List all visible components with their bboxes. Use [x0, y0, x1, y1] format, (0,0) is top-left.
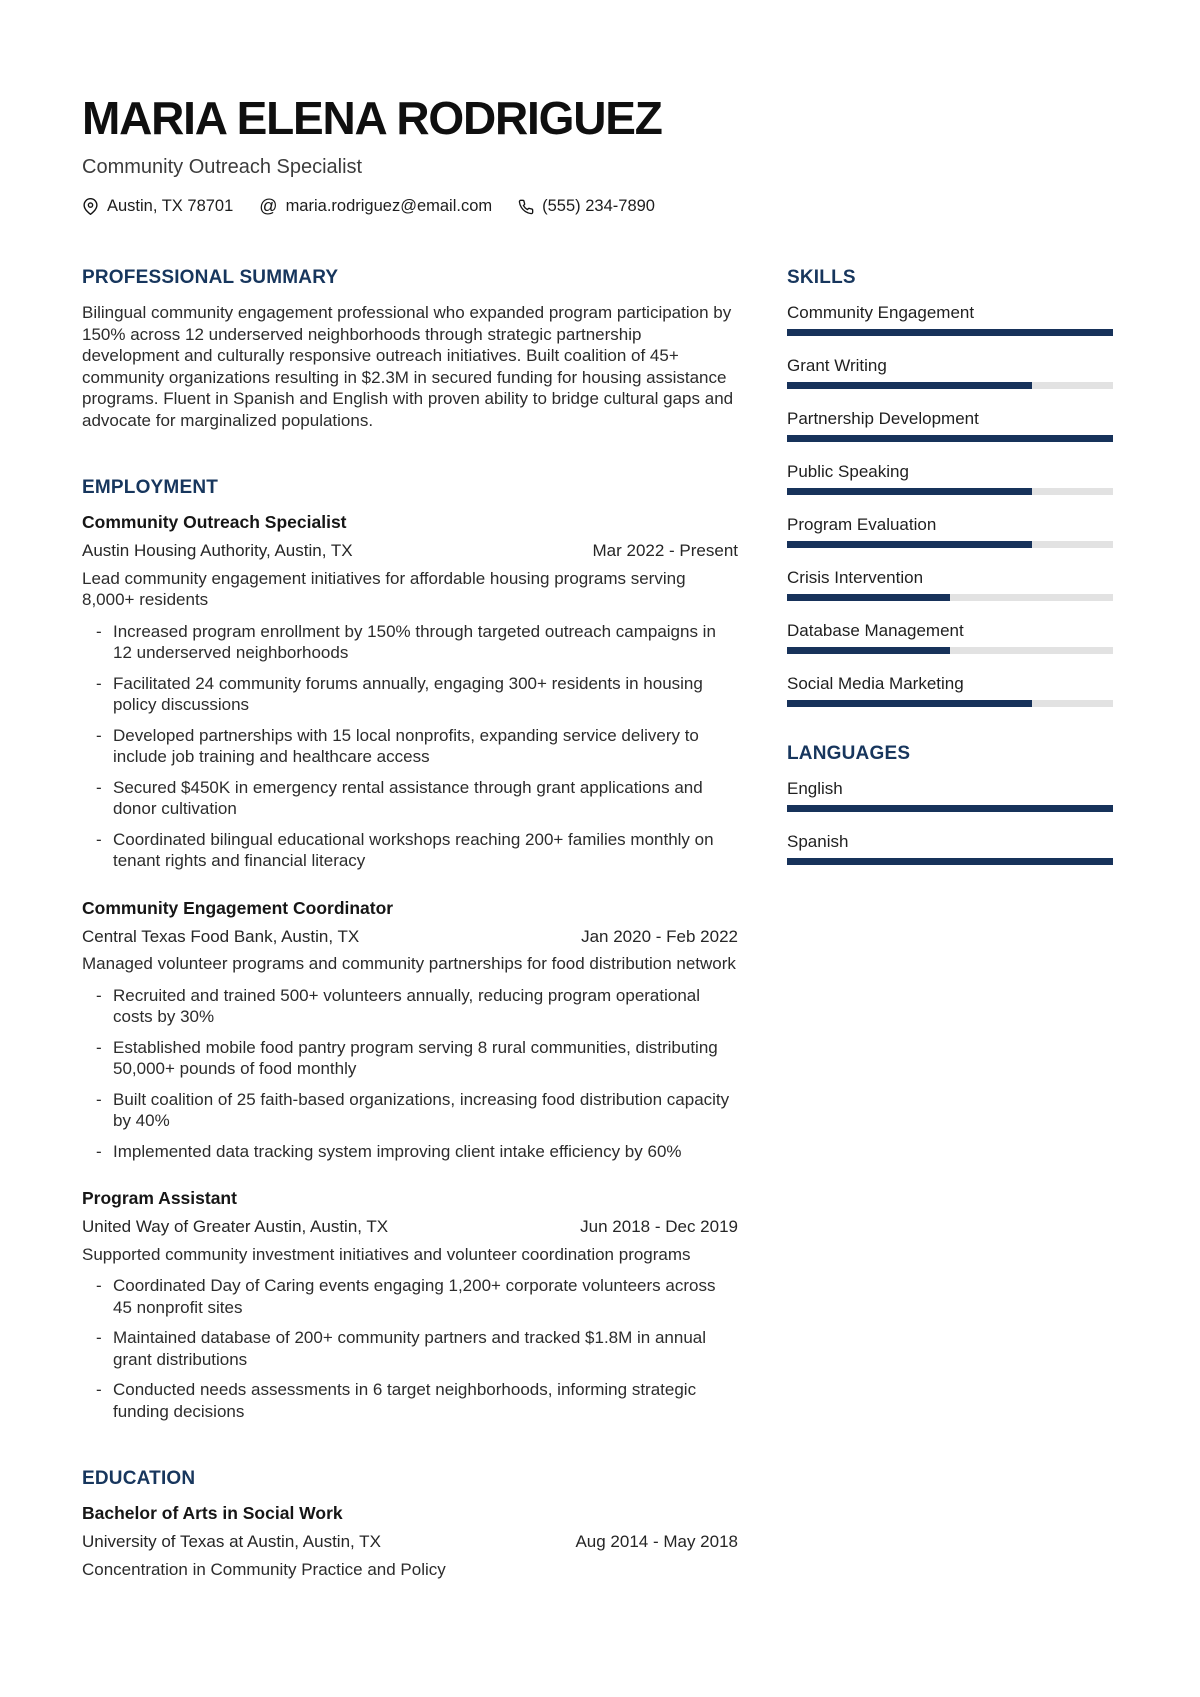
rated-item — [787, 620, 1113, 654]
rating-bar-track — [787, 329, 1113, 336]
person-headline: Community Outreach Specialist — [82, 156, 363, 178]
bullet-text: Conducted needs assessments in 6 target neighborhoods, informing strategic funding decisions — [113, 1380, 697, 1421]
education-note: Concentration in Community Practice and Policy — [82, 1559, 446, 1579]
rated-item-label: Program Evaluation — [787, 515, 937, 534]
rating-bar-fill — [787, 382, 1032, 389]
job-company: Central Texas Food Bank, Austin, TX — [82, 926, 360, 946]
education-school: University of Texas at Austin, Austin, TX — [82, 1532, 381, 1551]
sidebar-column — [787, 267, 1113, 884]
rated-item-label: Social Media Marketing — [787, 674, 964, 693]
rating-bar-fill — [787, 805, 1113, 812]
rating-bar-fill — [787, 594, 950, 601]
rating-bar-track — [787, 435, 1113, 442]
contact-email-text: maria.rodriguez@email.com — [285, 197, 493, 215]
job-title: Community Outreach Specialist — [82, 512, 347, 532]
rated-item-label: Database Management — [787, 621, 964, 640]
job-bullets — [82, 985, 738, 1163]
rating-bar-fill — [787, 858, 1113, 865]
bullet-text: Secured $450K in emergency rental assistance through grant applications and donor cultivation — [113, 777, 703, 818]
rated-item — [787, 778, 1113, 812]
rating-bar-track — [787, 700, 1113, 707]
bullet-text: Implemented data tracking system improving client intake efficiency by 60% — [113, 1141, 682, 1161]
rated-item — [787, 302, 1113, 336]
rating-bar-fill — [787, 541, 1032, 548]
rated-item — [787, 408, 1113, 442]
bullet-item — [82, 777, 738, 820]
job-meta-row — [82, 540, 738, 562]
summary-heading: PROFESSIONAL SUMMARY — [82, 267, 339, 288]
bullet-text: Coordinated Day of Caring events engaging 1,200+ corporate volunteers across 45 nonprofit sites — [113, 1276, 716, 1317]
job-meta-row — [82, 926, 738, 948]
employment-heading: EMPLOYMENT — [82, 477, 219, 498]
rated-item — [787, 831, 1113, 865]
contact-item-email — [259, 196, 492, 217]
job-entry — [82, 1188, 738, 1422]
job-title: Community Engagement Coordinator — [82, 897, 394, 918]
rated-item — [787, 355, 1113, 389]
rated-item-label: Partnership Development — [787, 409, 979, 428]
rating-bar-fill — [787, 700, 1032, 707]
bullet-item — [82, 1275, 738, 1318]
rated-item — [787, 514, 1113, 548]
rating-bar-track — [787, 488, 1113, 495]
bullet-text: Built coalition of 25 faith-based organizations, increasing food distribution capacity by 40% — [113, 1089, 730, 1130]
bullet-text: Facilitated 24 community forums annually, engaging 300+ residents in housing policy discussions — [113, 673, 703, 714]
rating-bar-fill — [787, 488, 1032, 495]
contact-item-location — [82, 197, 233, 216]
job-entry — [82, 512, 738, 872]
bullet-item — [82, 1141, 738, 1163]
contact-item-phone — [518, 197, 655, 216]
job-description: Supported community investment initiatives and volunteer coordination programs — [82, 1244, 691, 1264]
languages-list — [787, 778, 1113, 865]
bullet-text: Maintained database of 200+ community partners and tracked $1.8M in annual grant distributions — [113, 1328, 707, 1369]
job-bullets — [82, 1275, 738, 1422]
rated-item-label: Public Speaking — [787, 462, 909, 481]
rating-bar-track — [787, 858, 1113, 865]
bullet-text: Recruited and trained 500+ volunteers annually, reducing program operational costs by 30% — [113, 985, 701, 1026]
person-name: MARIA ELENA RODRIGUEZ — [82, 92, 662, 144]
rating-bar-fill — [787, 329, 1113, 336]
section-languages — [787, 743, 1113, 865]
job-dates: Mar 2022 - Present — [592, 541, 738, 560]
bullet-item — [82, 1089, 738, 1132]
bullet-item — [82, 673, 738, 716]
job-description: Managed volunteer programs and community partnerships for food distribution network — [82, 954, 736, 973]
languages-heading: LANGUAGES — [787, 743, 911, 764]
rated-item — [787, 567, 1113, 601]
rating-bar-track — [787, 541, 1113, 548]
job-title: Program Assistant — [82, 1188, 237, 1208]
section-professional-summary — [82, 267, 738, 431]
rated-item-label: English — [787, 779, 843, 798]
bullet-text: Developed partnerships with 15 local nonprofits, expanding service delivery to include job training and healthcare access — [113, 725, 699, 766]
rated-item — [787, 673, 1113, 707]
rated-item-label: Crisis Intervention — [787, 568, 924, 587]
bullet-item — [82, 985, 738, 1028]
job-company: Austin Housing Authority, Austin, TX — [82, 541, 353, 560]
phone-icon — [518, 199, 534, 215]
skills-list — [787, 302, 1113, 707]
at-sign-icon: @ — [259, 196, 278, 216]
contact-phone-text: (555) 234-7890 — [542, 197, 655, 215]
rating-bar-track — [787, 382, 1113, 389]
bullet-item — [82, 725, 738, 768]
job-meta-row — [82, 1216, 738, 1238]
education-meta-row — [82, 1531, 738, 1553]
job-dates: Jan 2020 - Feb 2022 — [581, 926, 738, 946]
job-entry — [82, 898, 738, 1163]
section-education — [82, 1468, 738, 1580]
job-description: Lead community engagement initiatives for affordable housing programs serving 8,000+ residents — [82, 568, 686, 609]
bullet-text: Increased program enrollment by 150% through targeted outreach campaigns in 12 underserved neighborhoods — [113, 621, 716, 662]
bullet-text: Established mobile food pantry program serving 8 rural communities, distributing 50,000+ pounds of food monthly — [113, 1037, 718, 1078]
location-pin-icon — [82, 198, 99, 215]
rated-item-label: Community Engagement — [787, 303, 975, 322]
contact-row — [82, 196, 1113, 217]
rating-bar-track — [787, 594, 1113, 601]
rating-bar-track — [787, 805, 1113, 812]
rating-bar-fill — [787, 435, 1113, 442]
bullet-item — [82, 621, 738, 664]
summary-text: Bilingual community engagement professional who expanded program participation by 150% across 12 underserved neighborhoods through strategic partnership development and culturally responsive outreach initiatives. Built coalition of 45+ community organizations resulting in $2.3M in secured funding for housing assistance programs. Fluent in Spanish and English with proven ability to bridge cultural gaps and advocate for marginalized populations. — [82, 303, 734, 430]
education-heading: EDUCATION — [82, 1468, 196, 1489]
education-dates: Aug 2014 - May 2018 — [575, 1532, 738, 1551]
main-column — [82, 267, 738, 1580]
rated-item — [787, 461, 1113, 495]
bullet-item — [82, 1327, 738, 1370]
education-degree: Bachelor of Arts in Social Work — [82, 1503, 343, 1523]
rated-item-label: Grant Writing — [787, 356, 887, 375]
section-employment — [82, 477, 738, 1422]
section-skills — [787, 267, 1113, 707]
job-dates: Jun 2018 - Dec 2019 — [580, 1217, 738, 1236]
rated-item-label: Spanish — [787, 832, 849, 851]
two-column-layout — [82, 267, 1113, 1580]
rating-bar-track — [787, 647, 1113, 654]
bullet-item — [82, 1037, 738, 1080]
bullet-text: Coordinated bilingual educational workshops reaching 200+ families monthly on tenant rights and financial literacy — [113, 829, 714, 870]
bullet-item — [82, 1379, 738, 1422]
bullet-item — [82, 829, 738, 872]
skills-heading: SKILLS — [787, 267, 856, 288]
jobs-list — [82, 512, 738, 1422]
contact-location-text: Austin, TX 78701 — [107, 197, 234, 215]
rating-bar-fill — [787, 647, 950, 654]
job-bullets — [82, 621, 738, 872]
job-company: United Way of Greater Austin, Austin, TX — [82, 1217, 389, 1236]
header — [82, 92, 1113, 217]
